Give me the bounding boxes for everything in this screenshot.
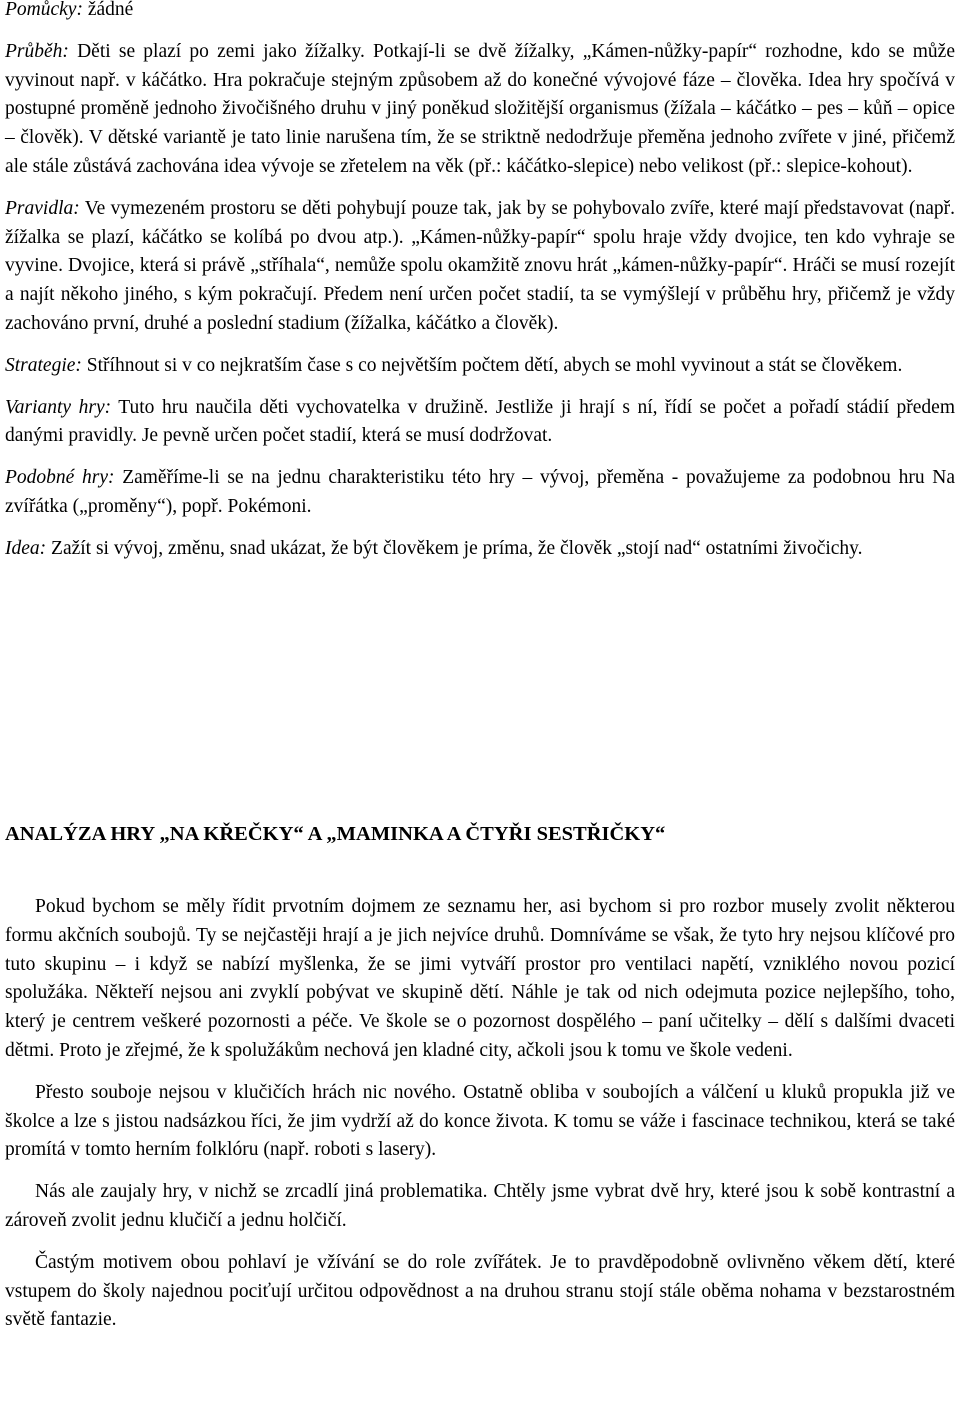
section-podobne-hry xyxy=(5,464,955,522)
section-varianty xyxy=(5,394,955,452)
section-label: Průběh: xyxy=(5,40,69,62)
section-text: Tuto hru naučila děti vychovatelka v družině. Jestliže ji hrají s ní, řídí se počet a pořadí stádií předem danými pravidly. Je pevně určen počet stadií, která se musí dodržovat. xyxy=(5,396,955,447)
section-text: Ve vymezeném prostoru se děti pohybují pouze tak, jak by se pohybovalo zvíře, které mají představovat (např. žížalka se plazí, káčátko se kolíbá po dvou atp.). „Kámen-nůžky-papír“ spolu hraje vždy dvojice, ten kdo vyhraje se vyvine. Dvojice, která si právě „stříhala“, nemůže spolu okamžitě znovu hrát „kámen-nůžky-papír“. Hráči se musí rozejít a najít někoho jiného, s kým pokračují. Předem není určen počet stadií, ta se vymýšlejí v průběhu hry, přičemž je vždy zachováno první, druhé a poslední stadium (žížalka, káčátko a člověk). xyxy=(5,197,955,334)
section-text: Stříhnout si v co nejkratším čase s co největším počtem dětí, abych se mohl vyvinout a stát se člověkem. xyxy=(81,354,903,376)
analysis-paragraph: Pokud bychom se měly řídit prvotním dojmem ze seznamu her, asi bychom si pro rozbor musely zvolit některou formu akčních soubojů. Ty se nejčastěji hrají a je jich nejvíce druhů. Domníváme se však, že tyto hry nejsou klíčové pro tuto skupinu – i když se nabízí myšlenka, že se jimi vytváří prostor pro ventilaci napětí, vzniklého novou pozicí spolužáka. Někteří nejsou ani zvyklí pobývat ve skupině dětí. Náhle je tak od nich odejmuta pozice nejlepšího, toho, který je centrem veškeré pozornosti a péče. Ve škole se o pozornost dospělého – paní učitelky – dělí s dalšími dvaceti dětmi. Proto je zřejmé, že k spolužákům nechová jen kladné city, ačkoli jsou k tomu ve škole vedeni. xyxy=(5,896,955,1061)
analysis-paragraph: Nás ale zaujaly hry, v nichž se zrcadlí jiná problematika. Chtěly jsme vybrat dvě hry, které jsou k sobě kontrastní a zároveň zvolit jednu klučičí a jednu holčičí. xyxy=(5,1181,955,1231)
section-text: Děti se plazí po zemi jako žížalky. Potkají-li se dvě žížalky, „Kámen-nůžky-papír“ rozhodne, kdo se může vyvinout např. v káčátko. Hra pokračuje stejným způsobem až do konečné vývojové fáze – člověka. Idea hry spočívá v postupné proměně jednoho živočišného druhu v jiný poněkud složitější organismus (žížala – káčátko – pes – kůň – opice – člověk). V dětské variantě je tato linie narušena tím, že se striktně nedodržuje přeměna jednoho zvířete v jiné, přičemž ale stále zůstává zachována idea vývoje se zřetelem na věk (př.: káčátko-slepice) nebo velikost (př.: slepice-kohout). xyxy=(5,40,955,177)
section-label: Idea: xyxy=(5,537,47,559)
section-prubeh xyxy=(5,38,955,182)
section-heading: ANALÝZA HRY „NA KŘEČKY“ A „MAMINKA A ČTYŘI SESTŘIČKY“ xyxy=(5,823,666,845)
section-text: žádné xyxy=(82,0,134,20)
section-text: Zažít si vývoj, změnu, snad ukázat, že být člověkem je príma, že člověk „stojí nad“ ostatními živočichy. xyxy=(46,537,863,559)
section-label: Podobné hry: xyxy=(5,467,115,489)
analysis-paragraph: Přesto souboje nejsou v klučičích hrách nic nového. Ostatně obliba v soubojích a válčení u kluků propukla již ve školce a lze s jistou nadsázkou říci, že jim vydrží až do konce života. K tomu se váže i fascinace technikou, která se také promítá v tomto herním folklóru (např. roboti s lasery). xyxy=(5,1081,955,1161)
section-label: Pomůcky: xyxy=(5,0,83,20)
section-label: Strategie: xyxy=(5,354,82,376)
section-text: Zaměříme-li se na jednu charakteristiku této hry – vývoj, přeměna - považujeme za podobnou hru Na zvířátka („proměny“), popř. Pokémoni. xyxy=(5,467,955,517)
document-page xyxy=(5,0,955,1331)
analysis-paragraph: Častým motivem obou pohlaví je vžívání se do role zvířátek. Je to pravděpodobně ovlivněno věkem dětí, které vstupem do školy najednou pociťují určitou odpovědnost a na druhou stranu stojí stále oběma nohama v bezstarostném světě fantazie. xyxy=(5,1251,955,1331)
section-label: Pravidla: xyxy=(5,197,80,219)
section-label: Varianty hry: xyxy=(5,396,112,418)
section-strategie xyxy=(5,352,955,381)
section-pravidla xyxy=(5,195,955,339)
section-idea xyxy=(5,535,955,564)
section-pomucky xyxy=(5,0,955,25)
analysis-body xyxy=(5,893,955,1335)
